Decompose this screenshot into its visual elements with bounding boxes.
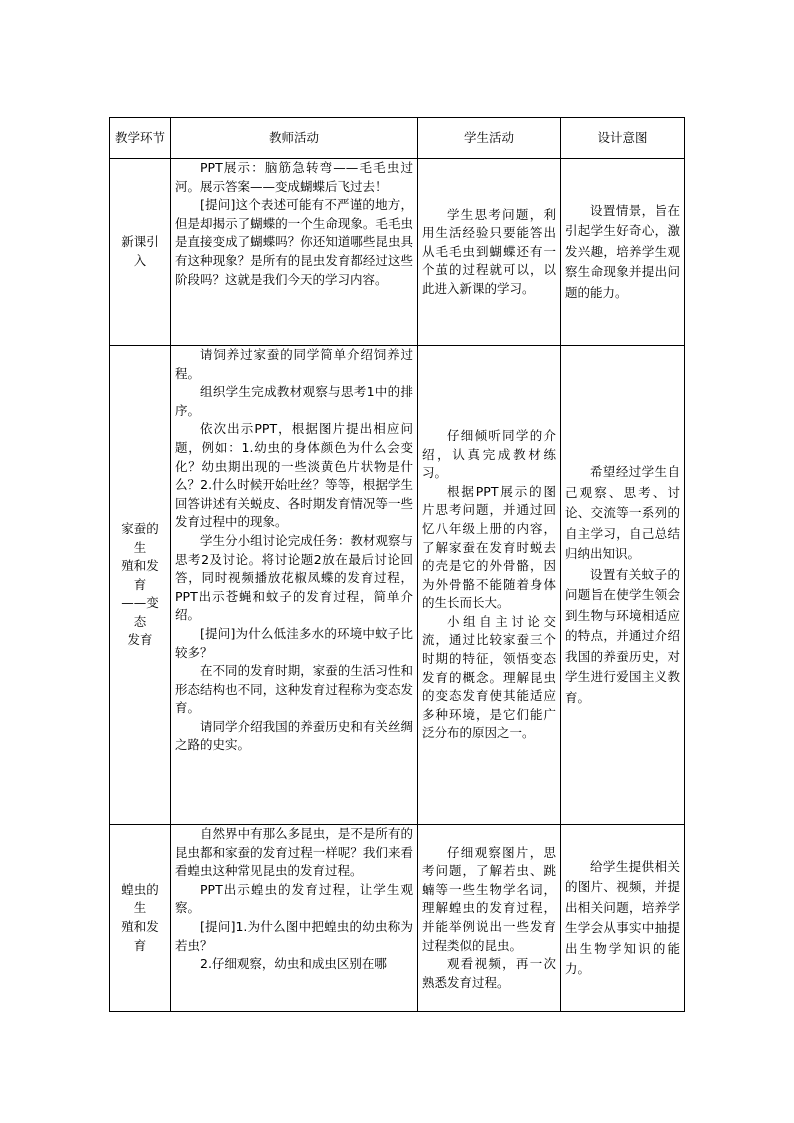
lesson-plan-table bbox=[109, 117, 685, 1012]
header-teacher-activity: 教师活动 bbox=[171, 118, 418, 159]
student-paragraph: 仔细倾听同学的介绍，认真完成教材练习。 bbox=[422, 427, 556, 481]
stage-cell bbox=[110, 346, 171, 825]
student-paragraph: 观看视频，再一次熟悉发育过程。 bbox=[422, 956, 556, 990]
intent-paragraph: 设置情景，旨在引起学生好奇心，激发兴趣，培养学生观察生命现象并提出问题的能力。 bbox=[565, 202, 680, 300]
teacher-activity-cell bbox=[171, 159, 418, 346]
student-activity-cell bbox=[418, 346, 561, 825]
teacher-paragraph: 请饲养过家蚕的同学简单介绍饲养过程。 bbox=[175, 347, 413, 381]
table-row bbox=[110, 825, 685, 1012]
teacher-paragraph: PPT展示：脑筋急转弯——毛毛虫过河。展示答案——变成蝴蝶后飞过去！ bbox=[175, 160, 413, 194]
student-paragraph: 仔细观察图片，思考问题，了解若虫、跳蝻等一些生物学名词，理解蝗虫的发育过程，并能举例说出一些发育过程类似的昆虫。 bbox=[422, 844, 556, 953]
student-paragraph: 根据PPT展示的图片思考问题，并通过回忆八年级上册的内容，了解家蚕在发育时蜕去的壳是它的外骨骼，因为外骨骼不能随着身体的生长而长大。 bbox=[422, 483, 556, 611]
teacher-paragraph: [提问]1.为什么图中把蝗虫的幼虫称为若虫？ bbox=[175, 918, 413, 953]
teacher-paragraph: PPT出示蝗虫的发育过程，让学生观察。 bbox=[175, 881, 413, 916]
student-paragraph: 学生思考问题，利用生活经验只要能答出从毛毛虫到蝴蝶还有一个茧的过程就可以，以此进入新课的学习。 bbox=[422, 206, 556, 296]
student-paragraph: 小组自主讨论交流，通过比较家蚕三个时期的特征，领悟变态发育的概念。理解昆虫的变态发育使其能适应多种环境，是它们能广泛分布的原因之一。 bbox=[422, 613, 556, 741]
stage-text: 家蚕的 bbox=[121, 520, 159, 536]
teacher-paragraph: 组织学生完成教材观察与思考1中的排序。 bbox=[175, 384, 413, 418]
teacher-paragraph: [提问]这个表述可能有不严谨的地方，但是却揭示了蝴蝶的一个生命现象。毛毛虫是直接变成了蝴蝶吗？你还知道哪些昆虫具有这种现象？是所有的昆虫发育都经过这些阶段吗？这就是我们今天的学习内容。 bbox=[175, 197, 413, 287]
stage-text: 蝗虫的 bbox=[121, 881, 159, 897]
teacher-activity-cell bbox=[171, 825, 418, 1012]
header-student-activity: 学生活动 bbox=[418, 118, 561, 159]
intent-paragraph: 希望经过学生自己观察、思考、讨论、交流等一系列的自主学习，自己总结归纳出知识。 bbox=[565, 464, 680, 561]
design-intent-cell bbox=[561, 346, 685, 825]
teacher-activity-cell bbox=[171, 346, 418, 825]
design-intent-cell bbox=[561, 159, 685, 346]
teacher-paragraph: 在不同的发育时期，家蚕的生活习性和形态结构也不同，这种发育过程称为变态发育。 bbox=[175, 663, 413, 716]
table-header-row bbox=[110, 118, 685, 159]
intent-paragraph: 给学生提供相关的图片、视频，并提出相关问题，培养学生学会从事实中抽提出生物学知识的能力。 bbox=[565, 858, 680, 976]
teacher-paragraph: 请同学介绍我国的养蚕历史和有关丝绸之路的史实。 bbox=[175, 718, 413, 753]
header-stage: 教学环节 bbox=[110, 118, 171, 159]
stage-text: 新课引 bbox=[121, 234, 159, 250]
stage-text: 态 bbox=[133, 613, 147, 629]
student-activity-cell bbox=[418, 825, 561, 1012]
stage-text: 生 bbox=[133, 900, 147, 916]
header-design-intent: 设计意图 bbox=[561, 118, 685, 159]
intent-paragraph: 设置有关蚊子的问题旨在使学生领会到生物与环境相适应的特点，并通过介绍我国的养蚕历史，对学生进行爱国主义教育。 bbox=[565, 566, 680, 705]
stage-text: 育 bbox=[133, 576, 147, 592]
teacher-paragraph: 2.仔细观察，幼虫和成虫区别在哪 bbox=[200, 956, 387, 972]
table-row bbox=[110, 346, 685, 825]
stage-text: 入 bbox=[133, 253, 147, 268]
stage-text: 育 bbox=[133, 937, 147, 953]
stage-cell bbox=[110, 825, 171, 1012]
teacher-paragraph: 自然界中有那么多昆虫，是不是所有的昆虫都和家蚕的发育过程一样呢？我们来看看蝗虫这种常见昆虫的发育过程。 bbox=[175, 826, 413, 879]
stage-text: 发育 bbox=[127, 632, 153, 648]
teacher-paragraph: 学生分小组讨论完成任务：教材观察与思考2及讨论。将讨论题2放在最后讨论回答，同时视频播放花椒凤蝶的发育过程，PPT出示苍蝇和蚊子的发育过程，简单介绍。 bbox=[175, 532, 413, 623]
stage-text: 殖和发 bbox=[121, 919, 159, 934]
stage-text: ——变 bbox=[121, 595, 159, 611]
stage-text: 殖和发 bbox=[121, 558, 159, 574]
stage-text: 生 bbox=[133, 539, 147, 555]
student-activity-cell bbox=[418, 159, 561, 346]
design-intent-cell bbox=[561, 825, 685, 1012]
stage-cell bbox=[110, 159, 171, 346]
teacher-paragraph: 依次出示PPT，根据图片提出相应问题，例如：1.幼虫的身体颜色为什么会变化？幼虫期出现的一些淡黄色片状物是什么？2.什么时候开始吐丝？等等，根据学生回答讲述有关蜕皮、各时期发育情况等一些发育过程中的现象。 bbox=[175, 421, 413, 530]
teacher-paragraph: [提问]为什么低洼多水的环境中蚊子比较多？ bbox=[175, 625, 413, 660]
table-row bbox=[110, 159, 685, 346]
